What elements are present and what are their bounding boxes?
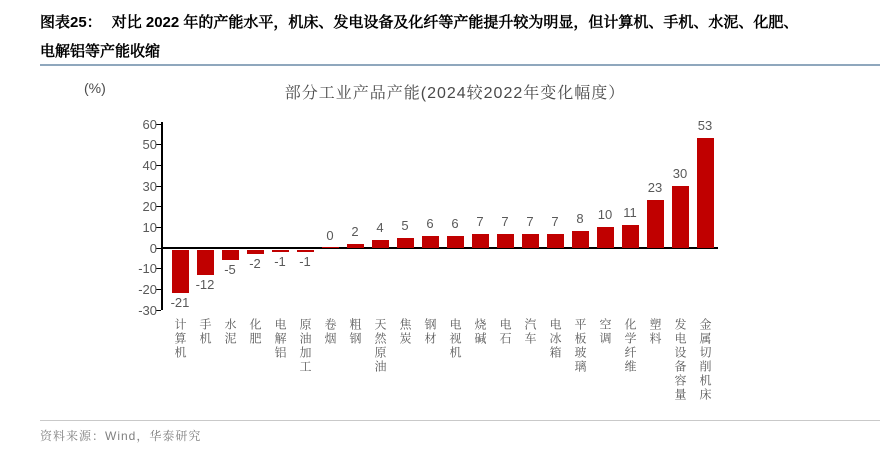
y-axis-tick-label: -10 [138, 261, 157, 277]
bar-金属切削机床 [697, 138, 714, 248]
bar-电石 [497, 234, 514, 248]
category-label-计算机: 计算机 [173, 318, 187, 360]
category-label-卷烟: 卷烟 [323, 318, 337, 346]
y-axis-line [161, 122, 163, 310]
category-label-钢材: 钢材 [423, 318, 437, 346]
y-axis-tick-label: 30 [142, 178, 157, 194]
y-axis-tick-label: 20 [142, 199, 157, 215]
value-label-平板玻璃: 8 [576, 211, 584, 227]
value-label-粗钢: 2 [351, 223, 359, 239]
value-label-汽车: 7 [526, 213, 534, 229]
bar-chart [0, 70, 886, 415]
bar-电冰箱 [547, 234, 564, 248]
category-label-粗钢: 粗钢 [348, 318, 362, 346]
source-note: 资料来源：Wind，华泰研究 [40, 429, 202, 443]
bar-卷烟 [322, 247, 339, 248]
category-label-电解铝: 电解铝 [273, 318, 287, 360]
category-label-平板玻璃: 平板玻璃 [573, 318, 587, 374]
y-axis-tick-label: -20 [138, 281, 157, 297]
category-label-烧碱: 烧碱 [473, 318, 487, 346]
bar-化学纤维 [622, 225, 639, 248]
y-axis-tick-label: 40 [142, 157, 157, 173]
figure-header-line2: 电解铝等产能收缩 [40, 43, 161, 60]
value-label-计算机: -21 [170, 295, 190, 311]
bar-粗钢 [347, 244, 364, 248]
bar-化肥 [247, 250, 264, 254]
bar-电视机 [447, 236, 464, 248]
value-label-手机: -12 [195, 276, 215, 292]
bar-平板玻璃 [572, 231, 589, 248]
value-label-塑料: 23 [647, 180, 663, 196]
footer-divider [40, 420, 880, 421]
value-label-焦炭: 5 [401, 217, 409, 233]
value-label-化学纤维: 11 [623, 205, 637, 221]
category-label-电石: 电石 [498, 318, 512, 346]
category-label-化学纤维: 化学纤维 [623, 318, 637, 374]
y-axis-unit-label: (%) [84, 80, 106, 96]
figure-title-part1: 对比 2022 年的产能水平，机床、发电设备及化纤等产能提升较为明显，但计算机、手机、水泥、化肥、 [111, 14, 799, 31]
value-label-电解铝: -1 [274, 254, 286, 270]
bar-焦炭 [397, 238, 414, 248]
y-axis-tick-label: 0 [149, 240, 157, 256]
bar-空调 [597, 227, 614, 248]
category-label-汽车: 汽车 [523, 318, 537, 346]
category-label-手机: 手机 [198, 318, 212, 346]
value-label-钢材: 6 [426, 215, 434, 231]
bar-原油加工 [297, 250, 314, 252]
category-label-塑料: 塑料 [648, 318, 662, 346]
y-axis-tick-label: 50 [142, 137, 157, 153]
bar-电解铝 [272, 250, 289, 252]
category-label-电冰箱: 电冰箱 [548, 318, 562, 360]
bar-汽车 [522, 234, 539, 248]
chart-title: 部分工业产品产能(2024较2022年变化幅度） [284, 85, 626, 102]
value-label-金属切削机床: 53 [697, 118, 713, 134]
figure-number: 图表25： [40, 14, 102, 31]
category-label-水泥: 水泥 [223, 318, 237, 346]
y-axis-tick-label: 60 [142, 116, 157, 132]
value-label-电石: 7 [501, 213, 509, 229]
category-label-焦炭: 焦炭 [398, 318, 412, 346]
value-label-电冰箱: 7 [551, 213, 559, 229]
bar-天然原油 [372, 240, 389, 248]
value-label-原油加工: -1 [299, 254, 311, 270]
y-axis-tick-label: -30 [138, 302, 157, 318]
value-label-化肥: -2 [249, 256, 261, 272]
value-label-空调: 10 [597, 207, 613, 223]
category-label-发电设备容量: 发电设备容量 [673, 318, 687, 402]
category-label-金属切削机床: 金属切削机床 [698, 318, 712, 402]
category-label-空调: 空调 [598, 318, 612, 346]
figure-header-line1 [40, 8, 876, 37]
bar-烧碱 [472, 234, 489, 248]
category-label-化肥: 化肥 [248, 318, 262, 346]
value-label-卷烟: 0 [326, 228, 334, 243]
value-label-烧碱: 7 [476, 213, 484, 229]
bar-塑料 [647, 200, 664, 248]
category-label-原油加工: 原油加工 [298, 318, 312, 374]
header-divider [40, 64, 880, 66]
value-label-水泥: -5 [224, 262, 236, 278]
bar-发电设备容量 [672, 186, 689, 248]
category-label-天然原油: 天然原油 [373, 318, 387, 374]
bar-钢材 [422, 236, 439, 248]
value-label-发电设备容量: 30 [672, 166, 688, 181]
category-label-电视机: 电视机 [448, 318, 462, 360]
value-label-电视机: 6 [451, 215, 459, 231]
y-axis-tick-label: 10 [142, 219, 157, 235]
figure-header [40, 8, 876, 66]
value-label-天然原油: 4 [376, 219, 384, 235]
